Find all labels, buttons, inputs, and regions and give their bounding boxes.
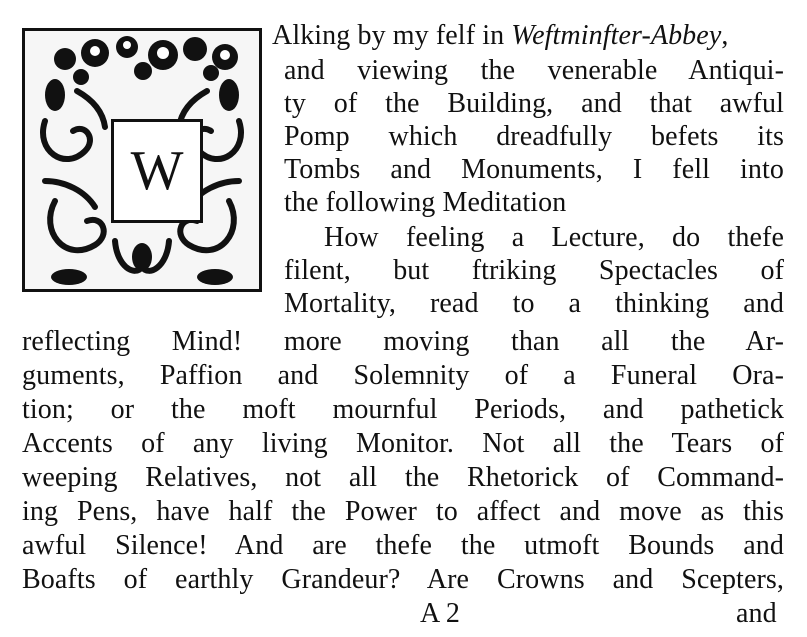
catchword: and bbox=[736, 598, 777, 629]
decorated-initial bbox=[22, 28, 262, 292]
text-line-8: filent, but ftriking Spectacles of bbox=[284, 255, 784, 286]
initial-letter: W bbox=[130, 140, 184, 202]
text-line-1 bbox=[272, 20, 784, 52]
text-line-7: How feeling a Lecture, do thefe bbox=[324, 222, 784, 253]
text-line-1-main: Alking by my felf in bbox=[272, 20, 512, 51]
text-line-12: tion; or the moft mournful Periods, and pathetick bbox=[22, 394, 784, 425]
text-line-17: Boafts of earthly Grandeur? Are Crowns and Scepters, bbox=[22, 564, 784, 595]
text-line-5: Tombs and Monuments, I fell into bbox=[284, 154, 784, 185]
text-line-11: guments, Paffion and Solemnity of a Funeral Ora- bbox=[22, 360, 784, 391]
signature-mark: A 2 bbox=[420, 598, 460, 629]
text-line-14: weeping Relatives, not all the Rhetorick of Command- bbox=[22, 462, 784, 493]
place-name: Weftminfter-Abbey bbox=[511, 20, 722, 51]
initial-letter-frame bbox=[111, 119, 203, 223]
text-line-15: ing Pens, have half the Power to affect and move as this bbox=[22, 496, 784, 527]
text-line-9: Mortality, read to a thinking and bbox=[284, 288, 784, 319]
text-line-3: ty of the Building, and that awful bbox=[284, 88, 784, 119]
text-line-2: and viewing the venerable Antiqui- bbox=[284, 55, 784, 86]
text-line-16: awful Silence! And are thefe the utmoft Bounds and bbox=[22, 530, 784, 561]
text-line-1-punct: , bbox=[721, 20, 729, 51]
text-line-10: reflecting Mind! more moving than all the Ar- bbox=[22, 326, 784, 357]
text-line-6: the following Meditation bbox=[284, 187, 567, 218]
text-line-13: Accents of any living Monitor. Not all the Tears of bbox=[22, 428, 784, 459]
text-line-4: Pomp which dreadfully befets its bbox=[284, 121, 784, 152]
